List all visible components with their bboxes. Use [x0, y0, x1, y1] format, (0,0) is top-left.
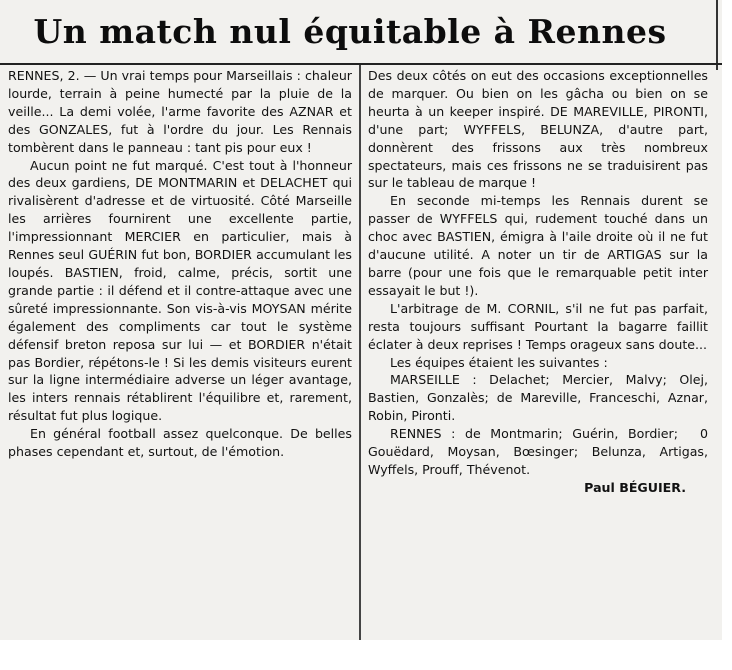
rennes-lineup: RENNES : de Montmarin; Guérin, Bordier; Gouëdard, Moysan, Bœsinger; Belunza, Artigas, Wyffels, Prouff, Thévenot. — [368, 426, 708, 477]
paragraph-3: En général football assez quelconque. De belles phases cependant et, surtout, de l'émotion. — [8, 426, 352, 460]
paragraph-7: Les équipes étaient les suivantes : — [390, 354, 608, 370]
paragraph-9 — [368, 425, 708, 479]
paragraph-1: RENNES, 2. — Un vrai temps pour Marseillais : chaleur lourde, terrain à peine humecté par la pluie de la veille... La demi volée, l'arme favorite des AZNAR et des GONZALES, fut à l'ordre du jour. Les Rennais tombèrent dans le panneau : tant pis pour eux ! — [8, 68, 352, 155]
paragraph-5: En seconde mi-temps les Rennais durent se passer de WYFFELS qui, rudement touché dans un choc avec BASTIEN, émigra à l'aile droite où il ne fut d'aucune utilité. A noter un tir de ARTIGAS sur la barre (pour une fois que le remarquable petit inter essayait le but !). — [368, 193, 708, 298]
right-border-rule — [716, 0, 718, 70]
score-mark: 0 — [699, 426, 708, 442]
paragraph-4: Des deux côtés on eut des occasions exceptionnelles de marquer. Ou bien on les gâcha ou bien on se heurta à un keeper inspiré. DE MAREVILLE, PIRONTI, d'une part; WYFFELS, BELUNZA, d'autre part, donnèrent des frissons aux très nombreux spectateurs, mais ces frissons ne se traduisirent pas sur le tableau de marque ! — [368, 68, 708, 191]
paragraph-6: L'arbitrage de M. CORNIL, s'il ne fut pas parfait, resta toujours suffisant Pourtant la bagarre faillit éclater à deux reprises ! Temps orageux sans doute... — [368, 300, 708, 352]
paragraph-8: MARSEILLE : Delachet; Mercier, Malvy; Olej, Bastien, Gonzalès; de Mareville, Franceschi, Aznar, Robin, Pironti. — [368, 372, 708, 424]
column-divider — [359, 65, 361, 640]
right-column — [368, 67, 708, 497]
left-column — [8, 67, 352, 461]
headline-rule — [0, 63, 722, 65]
paragraph-2: Aucun point ne fut marqué. C'est tout à l'honneur des deux gardiens, DE MONTMARIN et DELACHET qui rivalisèrent d'adresse et de virtuosité. Côté Marseille les arrières fournirent une excellente partie, l'impressionnant MERCIER en particulier, mais à Rennes seul GUÉRIN fut bon, BORDIER accumulant les loupés. BASTIEN, froid, calme, précis, sortit une grande partie : il défend et il contre-attaque avec une sûreté impressionnante. Son vis-à-vis MOYSAN mérite également des compliments car tout le système défensif breton reposa sur lui — et BORDIER n'était pas Bordier, répétons-le ! Si les demis visiteurs eurent sur la ligne intermédiaire adverse un léger avantage, les inters rennais rétablirent l'équilibre et, rarement, résultat fut plus logique. — [8, 157, 352, 424]
signature: Paul BÉGUIER. — [584, 479, 686, 495]
headline: Un match nul équitable à Rennes — [33, 12, 667, 51]
